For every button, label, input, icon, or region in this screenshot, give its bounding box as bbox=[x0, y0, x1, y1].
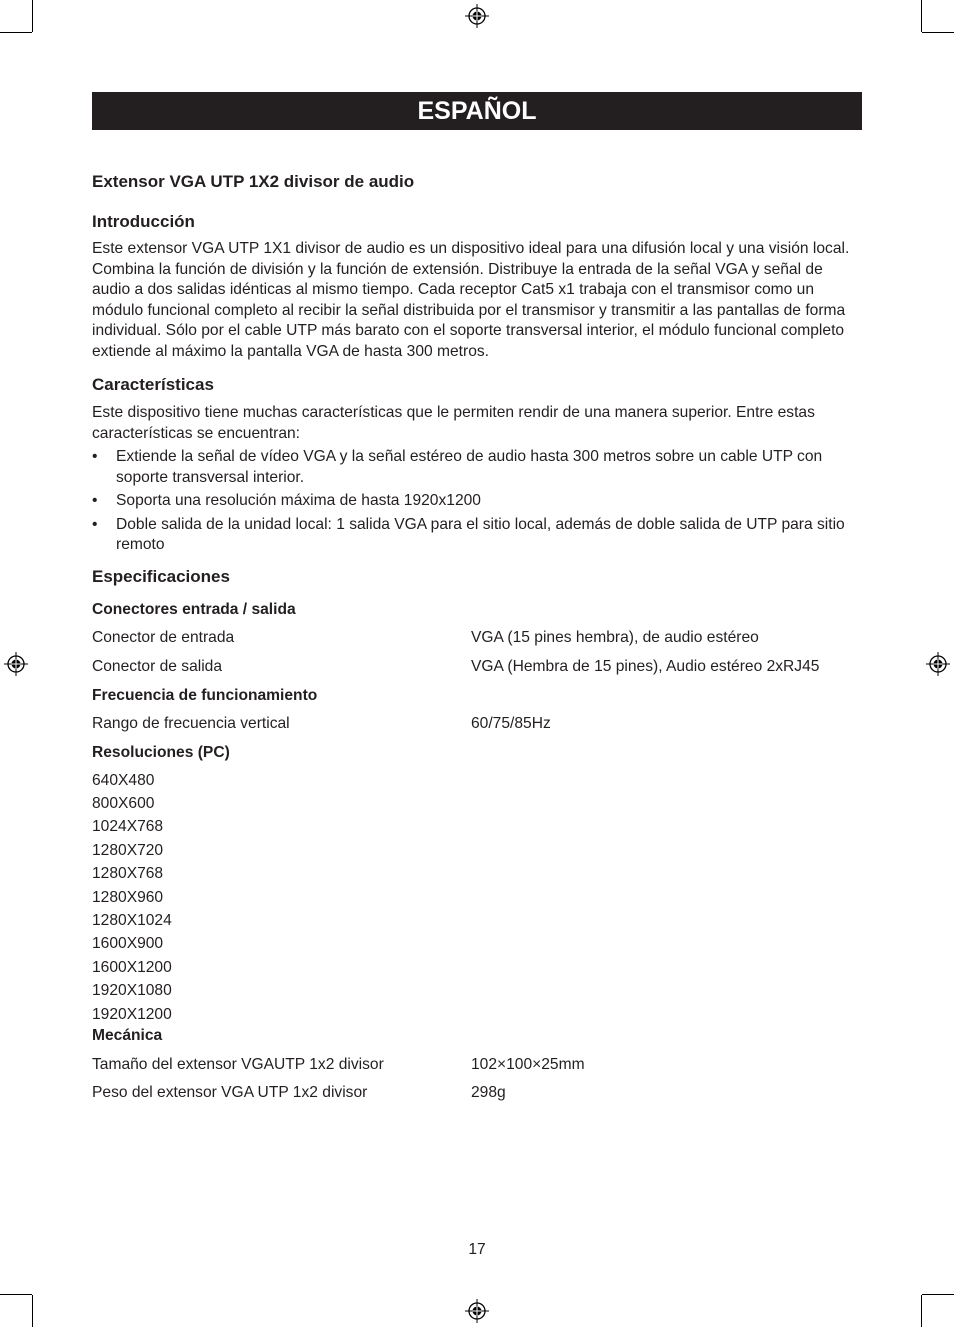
list-item bbox=[92, 491, 862, 512]
spec-value: 60/75/85Hz bbox=[471, 714, 551, 732]
connectors-heading: Conectores entrada / salida bbox=[92, 600, 296, 618]
resolution-item: 800X600 bbox=[92, 794, 155, 812]
spec-label: Peso del extensor VGA UTP 1x2 divisor bbox=[92, 1083, 368, 1101]
spec-value: VGA (Hembra de 15 pines), Audio estéreo 2xRJ45 bbox=[471, 657, 820, 675]
resolution-item: 1280X1024 bbox=[92, 911, 172, 929]
intro-heading: Introducción bbox=[92, 212, 195, 231]
resolution-item: 640X480 bbox=[92, 771, 155, 789]
resolutions-list bbox=[92, 769, 862, 1026]
registration-mark-icon bbox=[465, 1299, 489, 1323]
language-banner: ESPAÑOL bbox=[92, 92, 862, 130]
spec-row bbox=[92, 1083, 862, 1103]
resolution-item: 1600X900 bbox=[92, 935, 164, 953]
page-content bbox=[92, 170, 862, 1103]
spec-value: VGA (15 pines hembra), de audio estéreo bbox=[471, 628, 759, 646]
registration-mark-icon bbox=[926, 652, 950, 676]
feature-text: Soporta una resolución máxima de hasta 1920x1200 bbox=[116, 492, 481, 509]
spec-label: Conector de entrada bbox=[92, 628, 235, 646]
list-item bbox=[92, 447, 862, 488]
resolution-item: 1280X768 bbox=[92, 865, 164, 883]
page-number: 17 bbox=[468, 1241, 486, 1258]
frequency-heading: Frecuencia de funcionamiento bbox=[92, 686, 318, 704]
resolutions-heading: Resoluciones (PC) bbox=[92, 743, 230, 761]
registration-mark-icon bbox=[465, 4, 489, 28]
spec-value: 298g bbox=[471, 1083, 506, 1101]
features-heading: Características bbox=[92, 375, 214, 394]
spec-label: Tamaño del extensor VGAUTP 1x2 divisor bbox=[92, 1055, 384, 1073]
spec-label: Conector de salida bbox=[92, 657, 223, 675]
resolution-item: 1024X768 bbox=[92, 818, 164, 836]
intro-text: Este extensor VGA UTP 1X1 divisor de audio es un dispositivo ideal para una difusión local y una visión local. Combina la función de división y la función de extensión. Distribuye la entrada de la señal VGA y señal de audio a dos salidas idénticas al mismo tiempo. Cada receptor Cat5 x1 trabaja con el transmisor como un módulo funcional completo al recibir la señal distribuida por el transmisor y transmitir a las pantallas de forma individual. Sólo por el cable UTP más barato con el soporte transversal interior, el módulo funcional completo extiende al máximo la pantalla VGA de hasta 300 metros. bbox=[92, 240, 850, 360]
spec-row bbox=[92, 657, 862, 677]
list-item bbox=[92, 515, 862, 556]
resolution-item: 1280X960 bbox=[92, 888, 164, 906]
resolution-item: 1280X720 bbox=[92, 841, 164, 859]
resolution-item: 1920X1200 bbox=[92, 1005, 172, 1023]
spec-row bbox=[92, 628, 862, 648]
spec-row bbox=[92, 714, 862, 734]
specs-heading: Especificaciones bbox=[92, 566, 230, 586]
mechanics-heading: Mecánica bbox=[92, 1026, 163, 1044]
features-text: Este dispositivo tiene muchas características que le permiten rendir de una manera superior. Entre estas características se encuentran: bbox=[92, 404, 815, 442]
bullet: • bbox=[92, 492, 98, 509]
registration-mark-icon bbox=[4, 652, 28, 676]
features-list bbox=[92, 447, 862, 556]
feature-text: Doble salida de la unidad local: 1 salida VGA para el sitio local, además de doble salida de UTP para sitio remoto bbox=[116, 515, 845, 553]
spec-label: Rango de frecuencia vertical bbox=[92, 714, 290, 732]
document-title: Extensor VGA UTP 1X2 divisor de audio bbox=[92, 172, 415, 191]
spec-row bbox=[92, 1055, 862, 1075]
resolution-item: 1600X1200 bbox=[92, 958, 172, 976]
bullet: • bbox=[92, 515, 98, 533]
spec-value: 102×100×25mm bbox=[471, 1055, 585, 1073]
feature-text: Extiende la señal de vídeo VGA y la señal estéreo de audio hasta 300 metros sobre un cable UTP con soporte transversal interior. bbox=[116, 448, 823, 486]
resolution-item: 1920X1080 bbox=[92, 982, 172, 1000]
bullet: • bbox=[92, 448, 98, 465]
